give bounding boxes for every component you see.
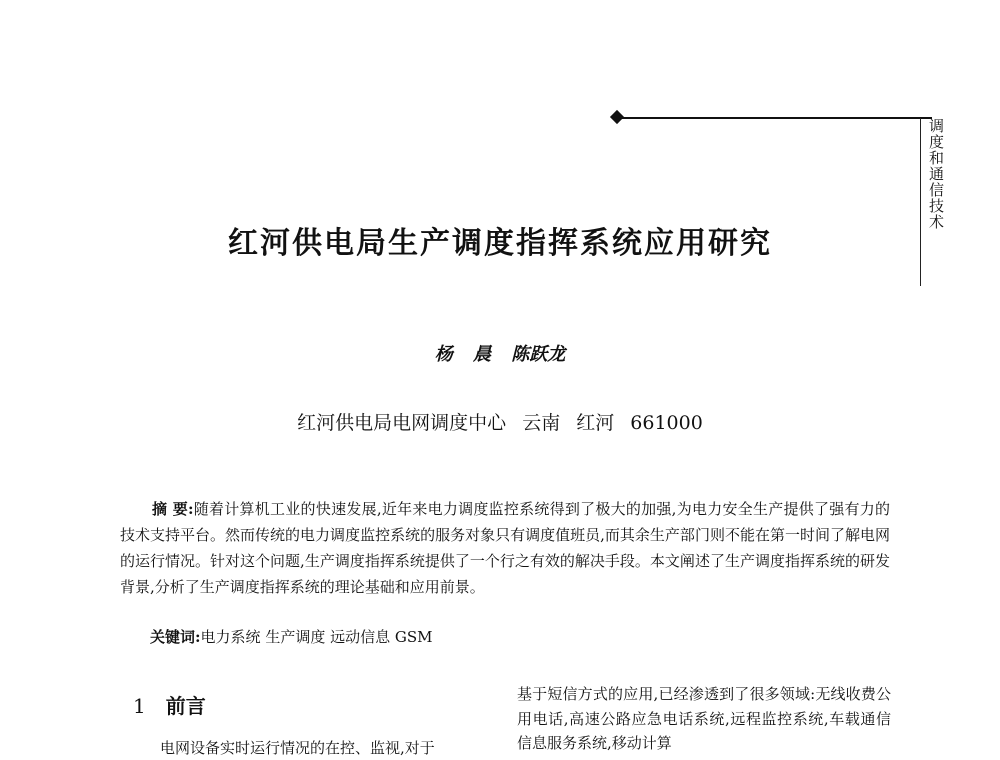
section-number: 1 bbox=[133, 694, 146, 718]
diamond-marker-icon bbox=[610, 110, 624, 124]
paper-affiliation: 红河供电局电网调度中心 云南 红河 661000 bbox=[297, 412, 703, 434]
abstract-label: 摘 要: bbox=[152, 500, 194, 518]
paper-authors: 杨 晨 陈跃龙 bbox=[434, 344, 566, 365]
abstract-block bbox=[120, 496, 890, 600]
header-rule-line bbox=[620, 117, 932, 119]
right-column-text: 基于短信方式的应用,已经渗透到了很多领域:无线收费公用电话,高速公路应急电话系统,远程监控系统,车载通信信息服务系统,移动计算 bbox=[517, 685, 891, 752]
section-side-tab: 调度和通信技术 bbox=[920, 118, 951, 286]
keywords-text: 电力系统 生产调度 远动信息 GSM bbox=[200, 628, 433, 646]
section-heading bbox=[133, 690, 206, 719]
keywords-label: 关键词: bbox=[150, 628, 201, 646]
left-column-text: 电网设备实时运行情况的在控、监视,对于 bbox=[160, 739, 435, 757]
paper-title: 红河供电局生产调度指挥系统应用研究 bbox=[228, 226, 772, 261]
keywords-block bbox=[150, 626, 890, 648]
section-title: 前言 bbox=[165, 694, 206, 718]
abstract-text: 随着计算机工业的快速发展,近年来电力调度监控系统得到了极大的加强,为电力安全生产提供了强有力的技术支持平台。然而传统的电力调度监控系统的服务对象只有调度值班员,而其余生产部门则不能在第一时间了解电网的运行情况。针对这个问题,生产调度指挥系统提供了一个行之有效的解决手段。本文阐述了生产调度指挥系统的研发背景,分析了生产调度指挥系统的理论基础和应用前景。 bbox=[120, 500, 890, 596]
